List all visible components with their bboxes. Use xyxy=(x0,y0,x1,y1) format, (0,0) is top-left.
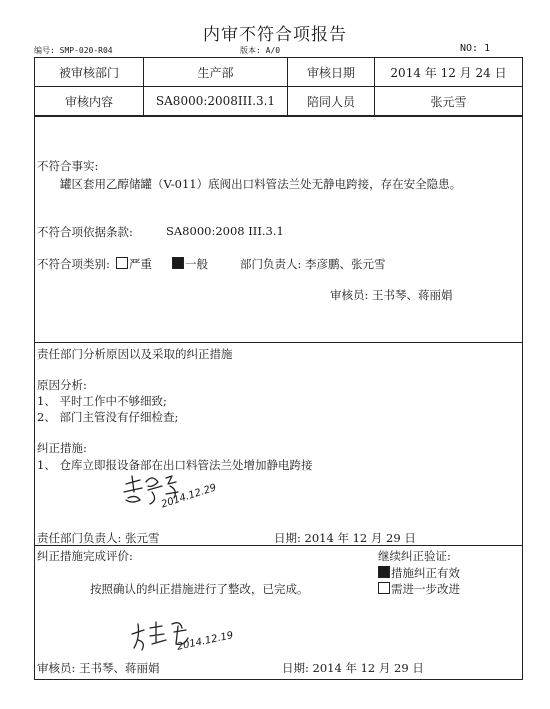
corrective-section xyxy=(34,342,523,546)
category-general-label: 一般 xyxy=(185,257,208,271)
nonconformity-auditors: 审核员: 王书琴、蒋丽娟 xyxy=(330,288,453,302)
option-effective-label: 措施纠正有效 xyxy=(391,566,460,580)
evaluation-label: 纠正措施完成评价: xyxy=(37,549,133,563)
measure-label: 纠正措施: xyxy=(37,441,87,455)
auditor-signature-date: 2014.12.19 xyxy=(176,630,235,653)
measure-1: 1、 仓库立即报设备部在出口料管法兰处增加静电跨接 xyxy=(37,458,313,472)
dept-signature-date: 2014.12.29 xyxy=(160,482,218,511)
accompanying-label: 陪同人员 xyxy=(288,87,375,116)
verify-label: 继续纠正验证: xyxy=(378,549,451,563)
category-label: 不符合项类别: xyxy=(37,257,110,271)
audit-date-value: 2014 年 12 月 24 日 xyxy=(375,58,523,87)
accompanying-value: 张元雪 xyxy=(375,87,523,116)
report-title: 内审不符合项报告 xyxy=(203,25,347,45)
cause-1: 1、 平时工作中不够细致; xyxy=(37,394,167,408)
evaluation-auditors: 审核员: 王书琴、蒋丽娟 xyxy=(37,661,160,675)
report-number: NO: 1 xyxy=(460,43,491,54)
checkbox-checked-icon xyxy=(378,566,390,578)
document-number: 编号: SMP-020-R04 xyxy=(34,46,113,55)
audit-date-label: 审核日期 xyxy=(288,58,375,87)
cause-2: 2、 部门主管没有仔细检查; xyxy=(37,410,179,424)
dept-head: 部门负责人: 李彦鹏、张元雪 xyxy=(240,257,386,271)
category-serious-label: 严重 xyxy=(129,257,152,271)
responsible-person: 责任部门负责人: 张元雪 xyxy=(37,531,160,545)
checkbox-unchecked-icon xyxy=(116,257,128,269)
cause-label: 原因分析: xyxy=(37,378,87,392)
audited-dept-value: 生产部 xyxy=(144,58,288,87)
corrective-date: 日期: 2014 年 12 月 29 日 xyxy=(274,531,416,545)
basis-label: 不符合项依据条款: xyxy=(37,225,133,239)
corrective-section-label: 责任部门分析原因以及采取的纠正措施 xyxy=(37,347,233,361)
category-serious xyxy=(116,256,152,272)
evaluation-comment: 按照确认的纠正措施进行了整改，已完成。 xyxy=(90,582,309,596)
header-table xyxy=(34,57,523,116)
option-further-label: 需进一步改进 xyxy=(391,582,460,596)
checkbox-checked-icon xyxy=(172,257,184,269)
document-version: 版本: A/0 xyxy=(240,46,281,55)
option-further xyxy=(378,581,460,597)
audited-dept-label: 被审核部门 xyxy=(35,58,144,87)
facts-text: 罐区套用乙醇储罐（V-011）底阀出口料管法兰处无静电跨接，存在安全隐患。 xyxy=(60,177,462,191)
checkbox-unchecked-icon xyxy=(378,582,390,594)
category-general xyxy=(172,256,208,272)
evaluation-date: 日期: 2014 年 12 月 29 日 xyxy=(282,661,424,675)
audit-content-value: SA8000:2008III.3.1 xyxy=(144,87,288,116)
basis-value: SA8000:2008 III.3.1 xyxy=(166,224,284,238)
audit-content-label: 审核内容 xyxy=(35,87,144,116)
facts-label: 不符合事实: xyxy=(37,159,99,173)
option-effective xyxy=(378,565,460,581)
